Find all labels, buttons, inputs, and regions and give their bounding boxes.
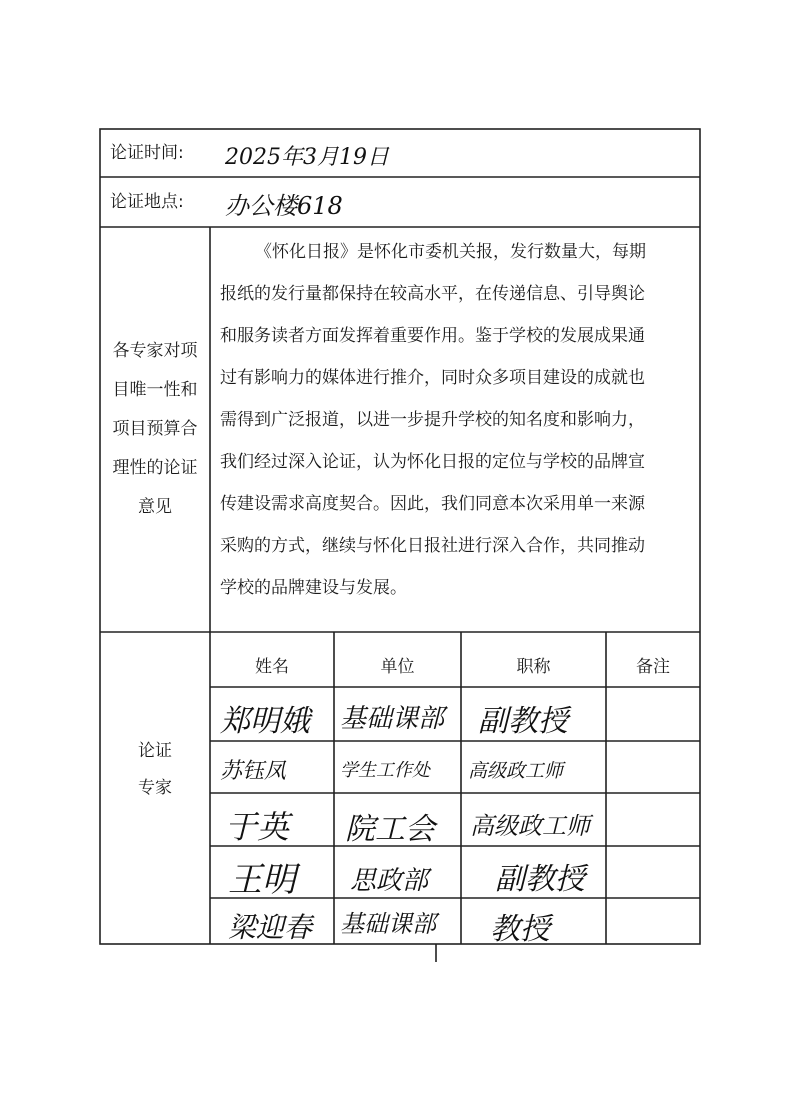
expert-2-unit: 学生工作处: [340, 760, 430, 781]
opinion-text-line-9: 学校的品牌建设与发展。: [220, 578, 407, 598]
expert-4-unit: 思政部: [350, 866, 429, 896]
opinion-side-label-line-4: 理性的论证: [112, 458, 198, 478]
header-name: 姓名: [255, 657, 289, 677]
expert-3-name: 于英: [225, 808, 290, 846]
expert-1-unit: 基础课部: [340, 704, 445, 734]
opinion-text-line-3: 和服务读者方面发挥着重要作用。鉴于学校的发展成果通: [220, 326, 645, 346]
place-value-handwritten: 办公楼618: [225, 192, 343, 220]
opinion-side-label-line-1: 各专家对项: [112, 341, 198, 361]
expert-5-title: 教授: [490, 912, 550, 947]
opinion-text-line-4: 过有影响力的媒体进行推介，同时众多项目建设的成就也: [220, 368, 645, 388]
expert-2-title: 高级政工师: [468, 760, 564, 782]
opinion-text-line-2: 报纸的发行量都保持在较高水平，在传递信息、引导舆论: [220, 284, 645, 304]
opinion-text-line-1: 《怀化日报》是怀化市委机关报，发行数量大，每期: [255, 242, 646, 262]
time-value-handwritten: 2025年3月19日: [225, 145, 389, 170]
opinion-side-label-line-5: 意见: [138, 497, 172, 517]
opinion-text-line-5: 需得到广泛报道，以进一步提升学校的知名度和影响力，: [220, 410, 645, 430]
opinion-side-label-line-2: 目唯一性和: [112, 380, 198, 400]
expert-5-unit: 基础课部: [340, 910, 436, 938]
header-title: 职称: [516, 657, 551, 677]
expert-4-title: 副教授: [495, 862, 585, 897]
expert-1-name: 郑明娥: [220, 704, 310, 739]
expert-3-title: 高级政工师: [470, 812, 590, 840]
expert-3-unit: 院工会: [345, 812, 435, 847]
header-unit: 单位: [380, 657, 415, 677]
experts-side-label-line-2: 专家: [138, 778, 172, 798]
experts-side-label-line-1: 论证: [138, 741, 172, 761]
time-label: 论证时间:: [110, 143, 184, 163]
opinion-text-line-7: 传建设需求高度契合。因此，我们同意本次采用单一来源: [220, 494, 645, 514]
opinion-side-label-line-3: 项目预算合: [112, 419, 198, 439]
expert-5-name: 梁迎春: [228, 911, 313, 944]
opinion-text-line-6: 我们经过深入论证，认为怀化日报的定位与学校的品牌宣: [220, 452, 645, 472]
header-note: 备注: [636, 657, 670, 677]
expert-4-name: 王明: [228, 860, 296, 900]
place-label: 论证地点:: [110, 192, 184, 212]
expert-1-title: 副教授: [478, 704, 568, 739]
opinion-text-line-8: 采购的方式，继续与怀化日报社进行深入合作，共同推动: [220, 536, 645, 556]
expert-2-name: 苏钰凤: [220, 759, 287, 784]
